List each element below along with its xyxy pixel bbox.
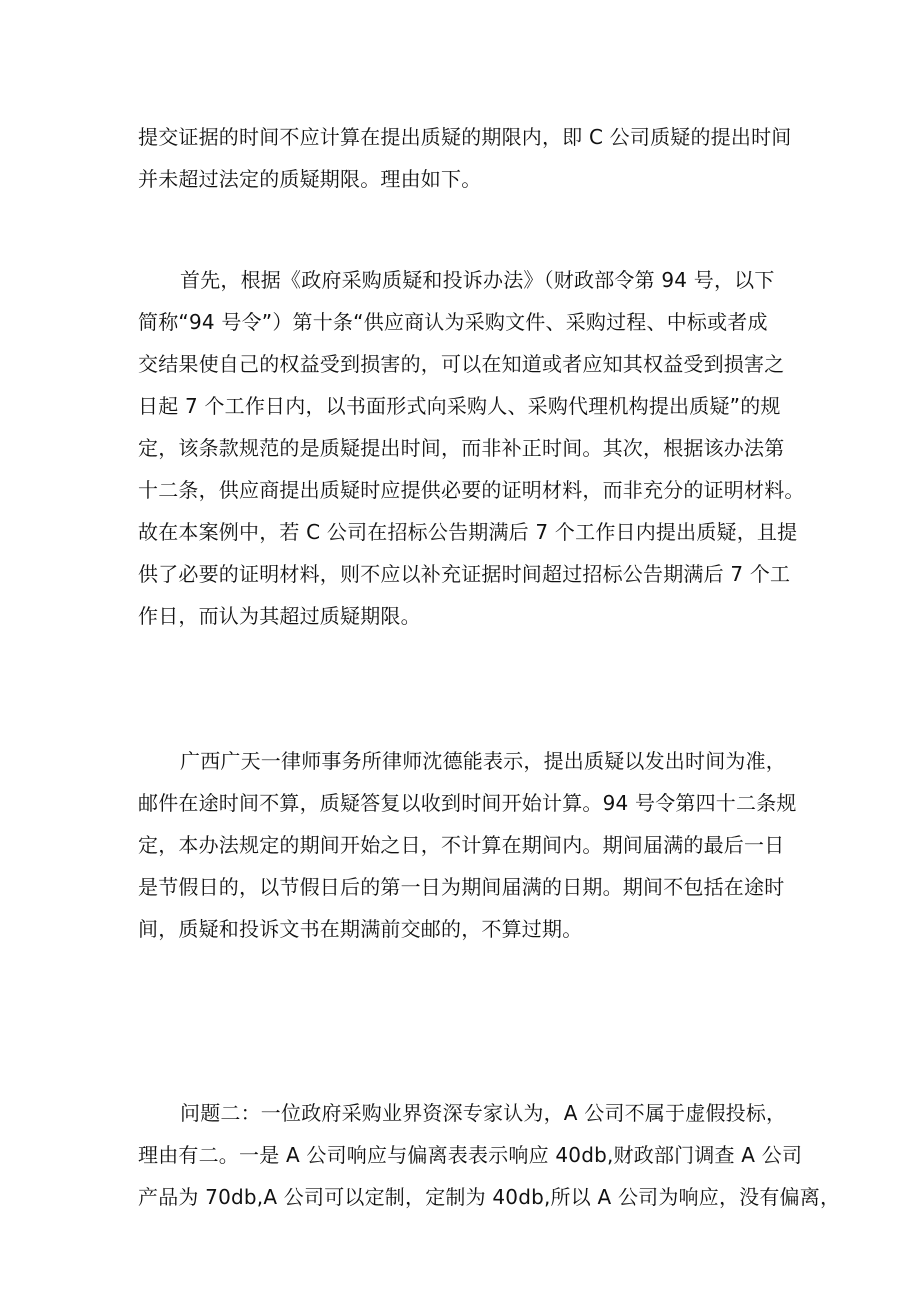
- text-line: 提交证据的时间不应计算在提出质疑的期限内，即 C 公司质疑的提出时间: [138, 125, 792, 149]
- paragraph-question-two: [138, 1092, 841, 1218]
- text-line: 交结果使自己的权益受到损害的，可以在知道或者应知其权益受到损害之: [138, 352, 785, 376]
- text-line: 简称“94 号令”）第十条“供应商认为采购文件、采购过程、中标或者成: [138, 310, 768, 334]
- text-line: 定，本办法规定的期间开始之日，不计算在期间内。期间届满的最后一日: [138, 833, 785, 857]
- paragraph-lawyer-opinion: [138, 740, 797, 950]
- text-line: 产品为 70db,A 公司可以定制，定制为 40db,所以 A 公司为响应，没有偏离，: [138, 1185, 841, 1209]
- text-line: 并未超过法定的质疑期限。理由如下。: [138, 167, 482, 191]
- paragraph-evidence-timing: [138, 116, 792, 200]
- text-line: 间，质疑和投诉文书在期满前交邮的，不算过期。: [138, 917, 583, 941]
- text-line: 问题二：一位政府采购业界资深专家认为，A 公司不属于虚假投标，: [180, 1101, 787, 1125]
- text-line: 首先，根据《政府采购质疑和投诉办法》（财政部令第 94 号，以下: [180, 268, 775, 292]
- text-line: 日起 7 个工作日内，以书面形式向采购人、采购代理机构提出质疑”的规: [138, 394, 781, 418]
- text-line: 供了必要的证明材料，则不应以补充证据时间超过招标公告期满后 7 个工: [138, 562, 791, 586]
- text-line: 理由有二。一是 A 公司响应与偏离表表示响应 40db,财政部门调查 A 公司: [138, 1143, 803, 1167]
- text-line: 十二条，供应商提出质疑时应提供必要的证明材料，而非充分的证明材料。: [138, 478, 805, 502]
- text-line: 作日，而认为其超过质疑期限。: [138, 604, 421, 628]
- text-line: 邮件在途时间不算，质疑答复以收到时间开始计算。94 号令第四十二条规: [138, 791, 797, 815]
- text-line: 故在本案例中，若 C 公司在招标公告期满后 7 个工作日内提出质疑，且提: [138, 520, 798, 544]
- paragraph-legal-basis: [138, 259, 805, 637]
- text-line: 是节假日的，以节假日后的第一日为期间届满的日期。期间不包括在途时: [138, 875, 785, 899]
- text-line: 广西广天一律师事务所律师沈德能表示，提出质疑以发出时间为准，: [180, 749, 786, 773]
- text-line: 定，该条款规范的是质疑提出时间，而非补正时间。其次，根据该办法第: [138, 436, 785, 460]
